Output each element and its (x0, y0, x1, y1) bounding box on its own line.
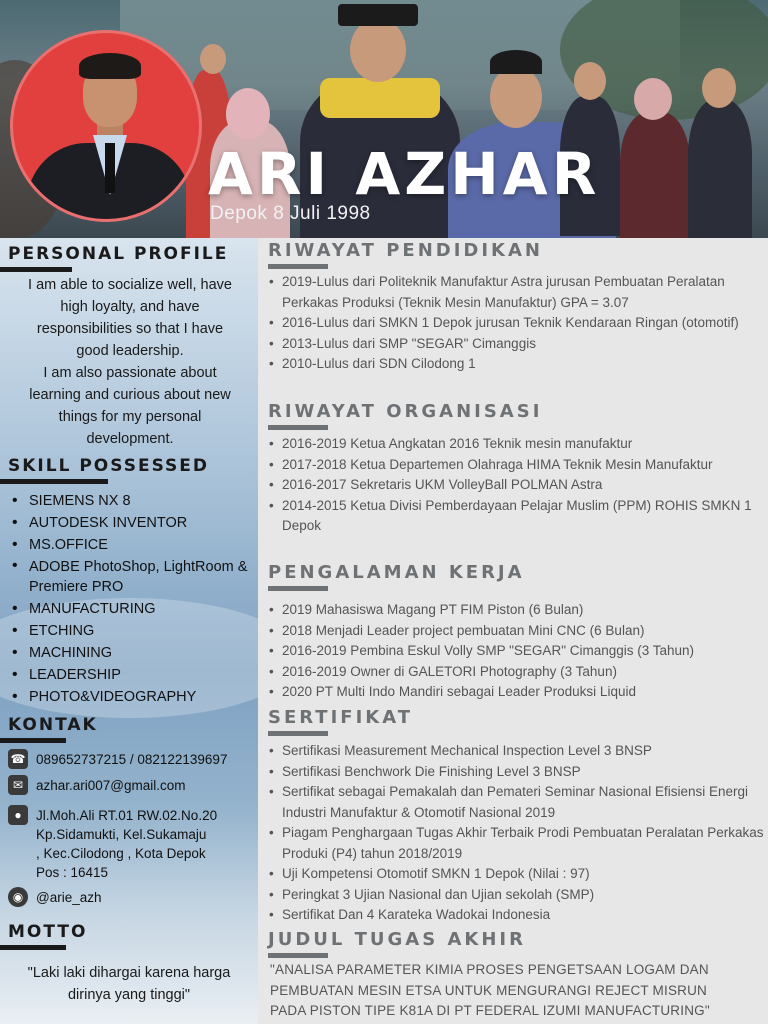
profile-heading-underline (0, 267, 72, 272)
thesis-line: PEMBUATAN MESIN ETSA UNTUK MENGURANGI REJECT MISRUN (270, 982, 707, 998)
education-heading-underline (268, 264, 328, 269)
certificate-heading-underline (268, 731, 328, 736)
left-column (0, 238, 258, 1024)
thesis-heading-underline (268, 953, 328, 958)
work-list (266, 600, 764, 703)
certificate-item: • Sertifikat Dan 4 Karateka Wadokai Indonesia (266, 905, 764, 926)
motto-heading: MOTTO (8, 922, 88, 942)
work-item: • 2016-2019 Owner di GALETORI Photography (3 Tahun) (266, 662, 764, 683)
skill-item: • ETCHING (10, 620, 256, 642)
profile-line: development. (86, 431, 174, 447)
education-heading: RIWAYAT PENDIDIKAN (268, 240, 543, 261)
profile-line: learning and curious about new (29, 387, 231, 403)
skill-item: • LEADERSHIP (10, 664, 256, 686)
education-item: • 2016-Lulus dari SMKN 1 Depok jurusan Teknik Kendaraan Ringan (otomotif) (266, 313, 764, 334)
certificate-item: • Uji Kompetensi Otomotif SMKN 1 Depok (Nilai : 97) (266, 864, 764, 885)
organization-item: • 2014-2015 Ketua Divisi Pemberdayaan Pelajar Muslim (PPM) ROHIS SMKN 1 Depok (266, 496, 764, 537)
work-item: • 2019 Mahasiswa Magang PT FIM Piston (6 Bulan) (266, 600, 764, 621)
education-item: • 2010-Lulus dari SDN Cilodong 1 (266, 354, 764, 375)
contact-email[interactable] (8, 774, 254, 796)
profile-line: things for my personal (58, 409, 202, 425)
personal-profile (4, 274, 256, 450)
address-line: Jl.Moh.Ali RT.01 RW.02.No.20 (36, 808, 218, 823)
skill-item: • PHOTO&VIDEOGRAPHY (10, 686, 256, 708)
instagram-icon: ◉ (8, 887, 28, 907)
profile-line: responsibilities so that I have (36, 321, 224, 337)
organization-item: • 2017-2018 Ketua Departemen Olahraga HIMA Teknik Mesin Manufaktur (266, 455, 764, 476)
right-column (258, 238, 768, 1024)
skill-item: • ADOBE PhotoShop, LightRoom & Premiere PRO (10, 556, 256, 598)
skill-item: • MS.OFFICE (10, 534, 256, 556)
education-item: • 2013-Lulus dari SMP "SEGAR" Cimanggis (266, 334, 764, 355)
work-item: • 2018 Menjadi Leader project pembuatan Mini CNC (6 Bulan) (266, 621, 764, 642)
certificate-heading: SERTIFIKAT (268, 707, 414, 728)
certificate-item: • Sertifikasi Measurement Mechanical Inspection Level 3 BNSP (266, 741, 764, 762)
work-heading-underline (268, 586, 328, 591)
profile-line: I am also passionate about (43, 365, 217, 381)
instagram-handle: @arie_azh (36, 890, 102, 905)
certificate-item: • Sertifikat sebagai Pemakalah dan Pemateri Seminar Nasional Efisiensi Energi Industri Manufaktur & Otomotif Nasional 2019 (266, 782, 764, 823)
contact-instagram[interactable] (8, 886, 254, 908)
full-name: ARI AZHAR (208, 140, 601, 208)
skill-item: • SIEMENS NX 8 (10, 490, 256, 512)
email-address: azhar.ari007@gmail.com (36, 778, 186, 793)
profile-line: I am able to socialize well, have (28, 277, 232, 293)
certificate-list (266, 741, 764, 926)
profile-photo (10, 30, 202, 222)
motto-line: "Laki laki dihargai karena harga (27, 965, 231, 981)
thesis-line: PADA PISTON TIPE K81A DI PT FEDERAL IZUMI MANUFACTURING" (270, 1003, 710, 1018)
organization-heading: RIWAYAT ORGANISASI (268, 401, 543, 422)
motto-heading-underline (0, 945, 66, 950)
contact-heading-underline (0, 738, 66, 743)
phone-icon: ☎ (8, 749, 28, 769)
header-banner (0, 0, 768, 238)
skill-item: • MACHINING (10, 642, 256, 664)
thesis-title (270, 960, 762, 1022)
mail-icon: ✉ (8, 775, 28, 795)
motto-line: dirinya yang tinggi" (67, 987, 191, 1003)
organization-item: • 2016-2019 Ketua Angkatan 2016 Teknik mesin manufaktur (266, 434, 764, 455)
education-list (266, 272, 764, 375)
skill-item: • MANUFACTURING (10, 598, 256, 620)
phone-number: 089652737215 / 082122139697 (36, 752, 228, 767)
location-pin-icon: ● (8, 805, 28, 825)
address (36, 806, 217, 882)
profile-heading: PERSONAL PROFILE (8, 244, 229, 264)
certificate-item: • Piagam Penghargaan Tugas Akhir Terbaik Prodi Pembuatan Peralatan Perkakas Produki (P4) tahun 2018/2019 (266, 823, 764, 864)
work-heading: PENGALAMAN KERJA (268, 562, 525, 583)
organization-item: • 2016-2017 Sekretaris UKM VolleyBall POLMAN Astra (266, 475, 764, 496)
education-item: • 2019-Lulus dari Politeknik Manufaktur Astra jurusan Pembuatan Peralatan Perkakas Produksi (Teknik Mesin Manufaktur) GPA = 3.07 (266, 272, 764, 313)
birth-date: Depok 8 Juli 1998 (210, 203, 371, 224)
contact-heading: KONTAK (8, 715, 98, 735)
organization-heading-underline (268, 425, 328, 430)
thesis-heading: JUDUL TUGAS AKHIR (268, 929, 526, 950)
profile-line: good leadership. (76, 343, 184, 359)
thesis-line: "ANALISA PARAMETER KIMIA PROSES PENGETSAAN LOGAM DAN (270, 962, 709, 977)
skill-item: • AUTODESK INVENTOR (10, 512, 256, 534)
work-item: • 2020 PT Multi Indo Mandiri sebagai Leader Produksi Liquid (266, 682, 764, 703)
organization-list (266, 434, 764, 537)
skills-heading-underline (0, 479, 108, 484)
contact-phone[interactable] (8, 748, 254, 770)
contact-address (8, 804, 254, 884)
certificate-item: • Sertifikasi Benchwork Die Finishing Level 3 BNSP (266, 762, 764, 783)
address-line: Pos : 16415 (36, 865, 109, 880)
profile-line: high loyalty, and have (60, 299, 200, 315)
address-line: Kp.Sidamukti, Kel.Sukamaju (36, 827, 207, 842)
skills-heading: SKILL POSSESSED (8, 456, 210, 476)
address-line: , Kec.Cilodong , Kota Depok (36, 846, 206, 861)
work-item: • 2016-2019 Pembina Eskul Volly SMP "SEGAR" Cimanggis (3 Tahun) (266, 641, 764, 662)
skills-list (10, 490, 256, 708)
certificate-item: • Peringkat 3 Ujian Nasional dan Ujian sekolah (SMP) (266, 885, 764, 906)
motto (0, 962, 258, 1006)
